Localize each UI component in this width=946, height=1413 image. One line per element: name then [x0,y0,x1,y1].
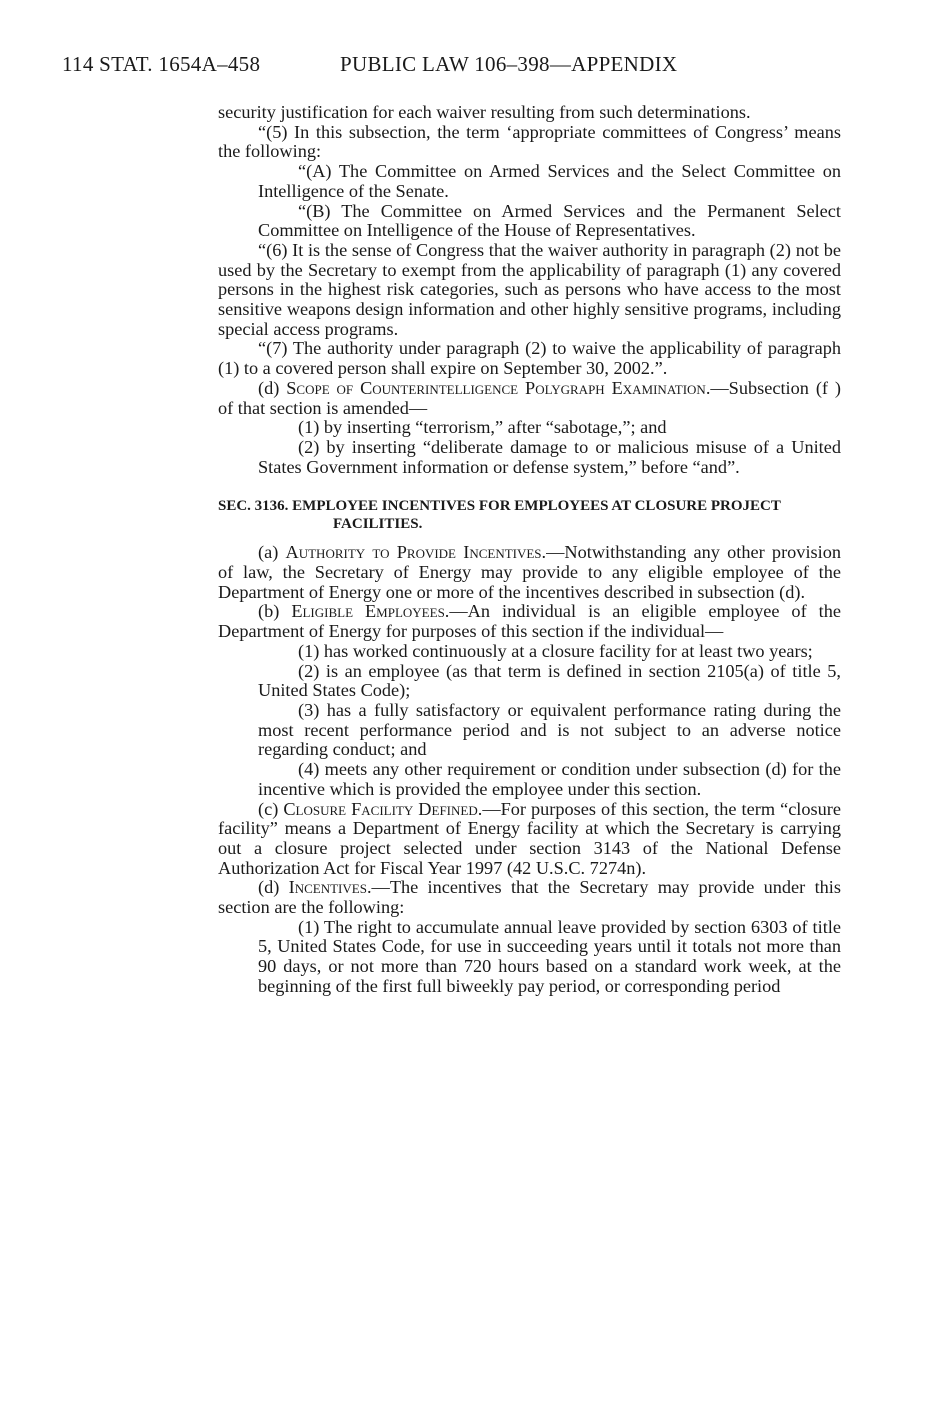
subsection-c [218,800,841,879]
paragraph-6: “(6) It is the sense of Congress that the waiver authority in paragraph (2) not be used by the Secretary to exempt from the applicability of paragraph (1) any covered persons in the highest risk categories, such as persons who have access to the most sensitive weapons design information and other highly sensitive programs, including special access programs. [218,239,841,339]
section-heading [218,497,841,533]
subsection-heading: Closure Facility Defined. [283,798,483,819]
subsection-d [218,878,841,917]
subsection-b [218,602,841,641]
paragraph-b1: (1) has worked continuously at a closure facility for at least two years; [298,640,813,661]
page-header [62,52,677,77]
subsection-heading: Eligible Employees. [291,601,450,622]
amendment-1: (1) by inserting “terrorism,” after “sabotage,”; and [298,417,667,438]
paragraph-continued: security justification for each waiver resulting from such determinations. [218,102,751,122]
subsection-label: (b) [258,601,292,622]
paragraph-b2: (2) is an employee (as that term is defined in section 2105(a) of title 5, United States Code); [258,660,841,701]
subsection-text: —An individual is an eligible employee of the Department of Energy for purposes of this section if the individual— [218,601,841,642]
paragraph-5: “(5) In this subsection, the term ‘appropriate committees of Congress’ means the following: [218,121,841,162]
statute-citation: 114 STAT. 1654A–458 [62,52,261,76]
subsection-a [218,543,841,602]
document-body [218,103,841,997]
subsection-label: (c) [258,798,284,819]
paragraph-d1: (1) The right to accumulate annual leave provided by section 6303 of title 5, United States Code, for use in succeeding years until it totals not more than 90 days, or not more than 720 hours based on a standard work week, at the beginning of the first full biweekly pay period, or corresponding period [258,916,841,996]
amendment-2: (2) by inserting “deliberate damage to or malicious misuse of a United States Government information or defense system,” before “and”. [258,436,841,477]
subsection-d-polygraph [218,379,841,418]
subsection-text: —Notwithstanding any other provision of law, the Secretary of Energy may provide to any eligible employee of the Department of Energy one or more of the incentives described in subsection (d). [218,542,841,602]
paragraph-b3: (3) has a fully satisfactory or equivalent performance rating during the most recent performance period and is not subject to an adverse notice regarding conduct; and [258,699,841,760]
subparagraph-b: “(B) The Committee on Armed Services and the Permanent Select Committee on Intelligence of the House of Representatives. [258,200,841,241]
paragraph-b4: (4) meets any other requirement or condition under subsection (d) for the incentive which is provided the employee under this section. [258,759,841,799]
subparagraph-a: “(A) The Committee on Armed Services and the Select Committee on Intelligence of the Senate. [258,161,841,201]
law-title: PUBLIC LAW 106–398—APPENDIX [340,52,678,76]
subsection-label: (d) [258,877,289,898]
subsection-label: (a) [258,542,286,563]
subsection-text: —The incentives that the Secretary may provide under this section are the following: [218,877,841,918]
section-heading-text: SEC. 3136. EMPLOYEE INCENTIVES FOR EMPLOYEES AT CLOSURE PROJECT FACILITIES. [218,498,781,533]
subsection-text: —Subsection (f ) of that section is amended— [218,377,841,418]
subsection-heading: Authority to Provide Incentives. [285,542,547,563]
subsection-heading: Scope of Counterintelligence Polygraph Examination. [286,377,711,398]
subsection-heading: Incentives. [288,877,372,898]
paragraph-7: “(7) The authority under paragraph (2) to waive the applicability of paragraph (1) to a covered person shall expire on September 30, 2002.”. [218,338,841,379]
subsection-text: —For purposes of this section, the term “closure facility” means a Department of Energy facility at which the Secretary is carrying out a closure project selected under section 3143 of the National Defense Authorization Act for Fiscal Year 1997 (42 U.S.C. 7274n). [218,798,841,878]
subsection-label: (d) [258,377,287,398]
